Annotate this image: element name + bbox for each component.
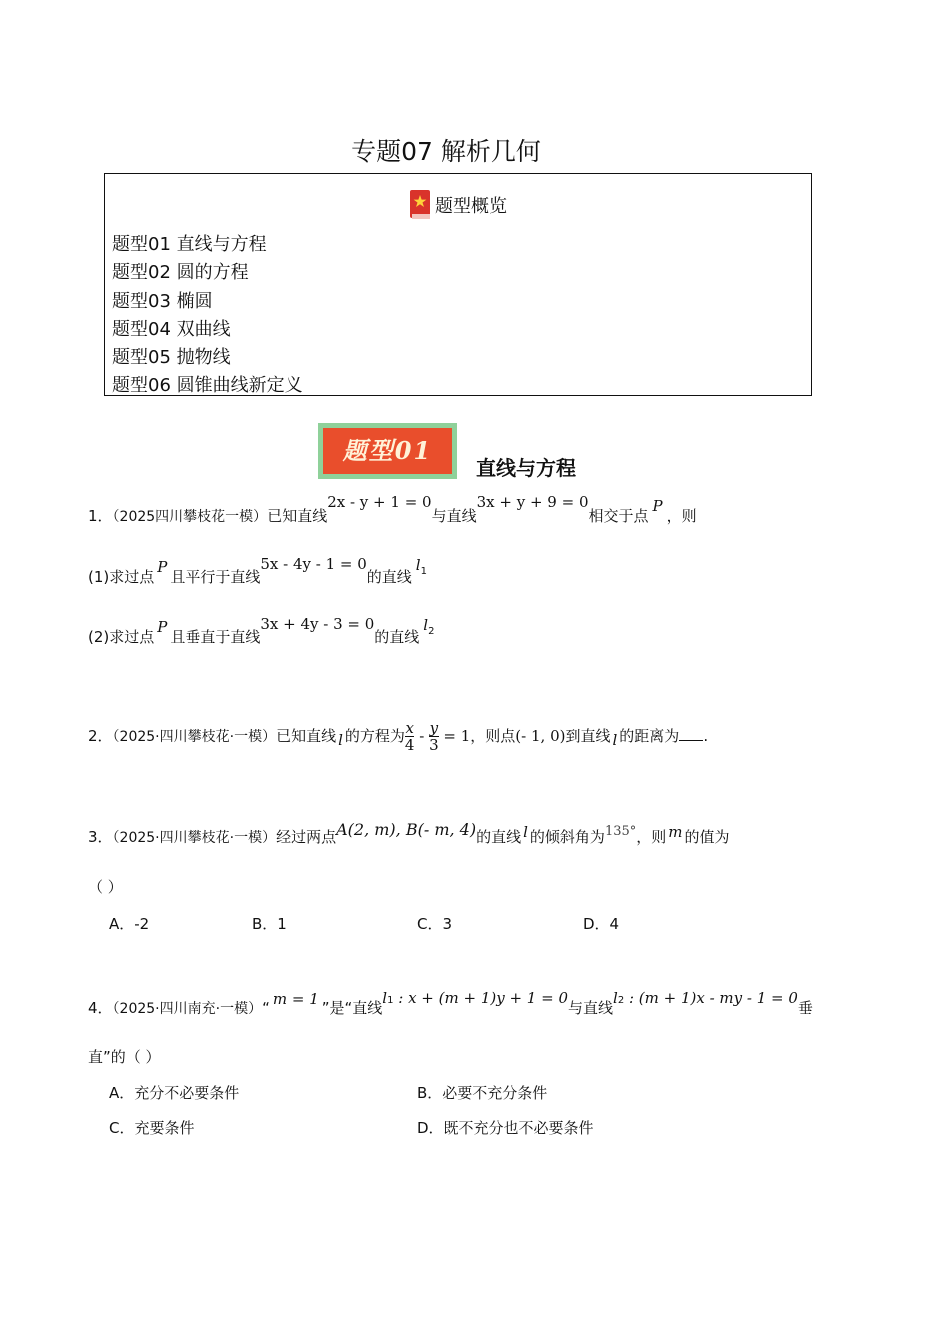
- line-label: l: [613, 989, 618, 1007]
- point-coordinates: (- 1, 0): [515, 727, 566, 745]
- option-c[interactable]: C．3: [417, 915, 453, 933]
- question-text: .: [703, 727, 709, 745]
- question-text: 的距离为: [619, 727, 680, 745]
- equation: 3x + y + 9 = 0: [476, 493, 589, 511]
- question-text: 到直线: [565, 727, 611, 745]
- question-text: 的值为: [684, 828, 730, 846]
- overview-item[interactable]: 题型01 直线与方程: [112, 234, 267, 255]
- equation: 5x - 4y - 1 = 0: [260, 555, 367, 573]
- question-1-part-2: [88, 615, 435, 647]
- line-subscript: 2: [428, 626, 435, 637]
- question-text: ，则点: [470, 727, 516, 745]
- fraction-denominator: 4: [404, 736, 415, 754]
- line-subscript: 2: [617, 995, 625, 1006]
- question-source: （2025·四川南充·一模）: [112, 1001, 263, 1017]
- point-label: P: [157, 618, 168, 636]
- question-1: [88, 493, 697, 526]
- overview-item[interactable]: 题型06 圆锥曲线新定义: [112, 375, 303, 397]
- line-label: l: [415, 556, 421, 574]
- fraction-y: [429, 720, 439, 753]
- line-subscript: 1: [420, 566, 427, 577]
- equation: 2x - y + 1 = 0: [327, 493, 432, 511]
- line-label: l: [612, 731, 618, 749]
- section-banner: [318, 423, 457, 479]
- question-text: (1)求过点: [88, 568, 155, 586]
- overview-item[interactable]: 题型03 椭圆: [112, 290, 213, 312]
- overview-item[interactable]: 题型02 圆的方程: [112, 262, 249, 284]
- question-4: [88, 989, 813, 1018]
- line-label: l: [382, 989, 388, 1007]
- question-text: 与直线: [567, 999, 613, 1017]
- question-text: ，则: [666, 507, 697, 525]
- question-3: [88, 820, 730, 847]
- document-title: 专题07 解析几何: [351, 137, 541, 166]
- question-text: 且垂直于直线: [170, 628, 261, 646]
- line-2-equation: [613, 989, 798, 1007]
- fraction-numerator: y: [429, 719, 439, 737]
- question-1-part-1: [88, 555, 427, 587]
- option-a[interactable]: A．充分不必要条件: [109, 1084, 240, 1102]
- overview-heading: 题型概览: [435, 196, 507, 217]
- line-subscript: 1: [387, 995, 394, 1006]
- question-text: 与直线: [431, 507, 477, 525]
- question-number: 3．: [88, 828, 113, 846]
- question-text: 的倾斜角为: [529, 828, 605, 846]
- question-number: 2．: [88, 727, 113, 745]
- question-text: 是“直线: [329, 999, 383, 1017]
- question-text: 的直线: [374, 628, 420, 646]
- question-text: 相交于点: [588, 507, 649, 525]
- angle-value: 135°: [604, 824, 637, 839]
- question-text: ”: [321, 999, 330, 1017]
- question-4-continued: 直”的（ ）: [88, 1048, 161, 1066]
- question-text: 的直线: [476, 828, 522, 846]
- option-a[interactable]: A．-2: [109, 915, 150, 933]
- overview-list: [112, 231, 303, 401]
- overview-heading-row: [105, 190, 811, 220]
- line-label: l: [338, 731, 343, 749]
- equation: : x + (m + 1)y + 1 = 0: [393, 989, 568, 1007]
- operator: -: [414, 727, 430, 745]
- point-label: P: [652, 497, 663, 515]
- section-title: 直线与方程: [476, 456, 576, 480]
- question-2: [88, 720, 708, 753]
- point-coordinates: A(2, m), B(- m, 4): [336, 820, 477, 839]
- question-text: (2)求过点: [88, 628, 155, 646]
- question-text: 已知直线: [276, 727, 337, 745]
- overview-item[interactable]: 题型04 双曲线: [112, 318, 231, 340]
- question-text: 经过两点: [276, 828, 337, 846]
- line-1-equation: [382, 989, 568, 1007]
- question-text: 的直线: [366, 568, 412, 586]
- option-b[interactable]: B．必要不充分条件: [417, 1084, 548, 1102]
- overview-box: [104, 173, 812, 396]
- fraction-denominator: 3: [429, 736, 439, 754]
- question-text: ，则: [636, 828, 667, 846]
- question-number: 1．: [88, 507, 113, 525]
- question-text: “: [262, 999, 270, 1017]
- fraction-numerator: x: [405, 719, 414, 737]
- option-b[interactable]: B．1: [252, 915, 287, 933]
- condition: m = 1: [272, 990, 319, 1008]
- variable-label: m: [668, 823, 683, 841]
- question-number: 4．: [88, 999, 113, 1017]
- equation: 3x + 4y - 3 = 0: [260, 615, 375, 633]
- line-label: l: [523, 823, 528, 841]
- option-d[interactable]: D．4: [583, 915, 620, 933]
- question-text: 且平行于直线: [170, 568, 261, 586]
- equation: = 1: [438, 727, 471, 745]
- question-text: 的方程为: [344, 727, 405, 745]
- option-c[interactable]: C．充要条件: [109, 1119, 195, 1137]
- question-source: （2025·四川攀枝花·一模）: [112, 830, 277, 846]
- overview-item[interactable]: 题型05 抛物线: [112, 347, 231, 369]
- equation: : (m + 1)x - my - 1 = 0: [624, 989, 798, 1007]
- question-text: 已知直线: [267, 507, 328, 525]
- question-source: （2025·四川攀枝花·一模）: [112, 729, 277, 745]
- line-label: l: [423, 616, 429, 634]
- answer-paren: （ ）: [88, 878, 123, 896]
- option-d[interactable]: D．既不充分也不必要条件: [417, 1119, 594, 1137]
- book-icon: [409, 190, 431, 220]
- question-text: 垂: [797, 999, 813, 1017]
- answer-blank[interactable]: [679, 726, 703, 741]
- question-source: （2025四川攀枝花一模）: [112, 509, 268, 525]
- point-label: P: [157, 558, 168, 576]
- section-banner-label: 题型01: [323, 428, 452, 474]
